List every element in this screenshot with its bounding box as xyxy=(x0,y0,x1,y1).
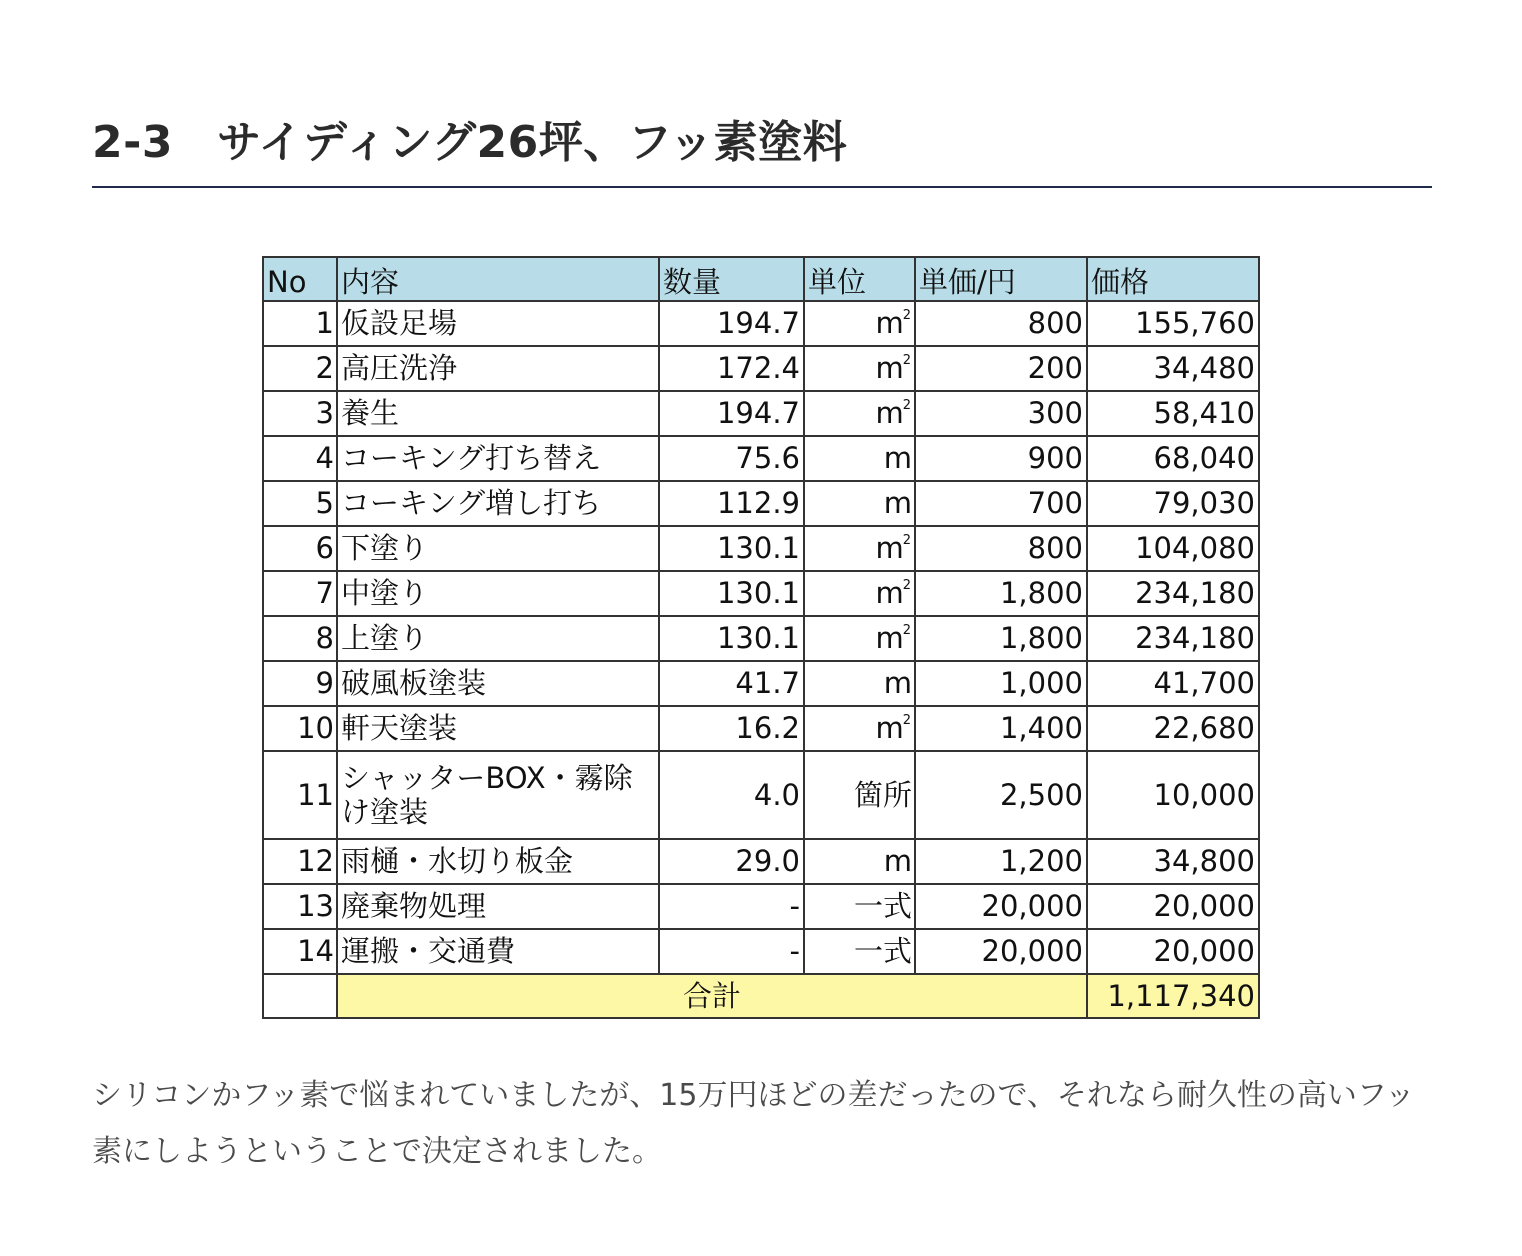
table-row xyxy=(263,571,1259,616)
row-no: 13 xyxy=(263,884,337,929)
row-item: 運搬・交通費 xyxy=(337,929,659,974)
section-number: 2-3 xyxy=(92,117,173,168)
row-item: 雨樋・水切り板金 xyxy=(337,839,659,884)
row-amount: 20,000 xyxy=(1087,929,1259,974)
table-row xyxy=(263,884,1259,929)
row-qty: 16.2 xyxy=(659,706,804,751)
unit-superscript: 2 xyxy=(902,623,911,639)
row-unit-price: 1,800 xyxy=(915,571,1087,616)
table-header-row xyxy=(263,257,1259,301)
row-item: 仮設足場 xyxy=(337,301,659,346)
unit-text: m xyxy=(875,531,904,566)
table-row xyxy=(263,616,1259,661)
unit-text: m xyxy=(875,351,904,386)
row-item: コーキング打ち替え xyxy=(337,436,659,481)
row-unit-price: 1,400 xyxy=(915,706,1087,751)
table-row xyxy=(263,391,1259,436)
row-unit xyxy=(804,346,915,391)
table-row xyxy=(263,706,1259,751)
row-no: 2 xyxy=(263,346,337,391)
row-no: 6 xyxy=(263,526,337,571)
row-unit xyxy=(804,929,915,974)
row-qty: 194.7 xyxy=(659,301,804,346)
row-amount: 22,680 xyxy=(1087,706,1259,751)
row-qty: 75.6 xyxy=(659,436,804,481)
table-row xyxy=(263,661,1259,706)
row-item: 破風板塗装 xyxy=(337,661,659,706)
row-amount: 20,000 xyxy=(1087,884,1259,929)
unit-superscript: 2 xyxy=(902,533,911,549)
header-unit-price: 単価/円 xyxy=(915,257,1087,301)
header-amount: 価格 xyxy=(1087,257,1259,301)
unit-text: 箇所 xyxy=(853,777,912,812)
row-qty: 41.7 xyxy=(659,661,804,706)
row-qty: 29.0 xyxy=(659,839,804,884)
row-no: 1 xyxy=(263,301,337,346)
row-qty: 130.1 xyxy=(659,571,804,616)
row-unit xyxy=(804,706,915,751)
estimate-table xyxy=(262,256,1260,1019)
row-unit-price: 300 xyxy=(915,391,1087,436)
table-row xyxy=(263,839,1259,884)
row-qty: 130.1 xyxy=(659,616,804,661)
row-unit xyxy=(804,751,915,839)
row-qty: 130.1 xyxy=(659,526,804,571)
unit-text: m xyxy=(875,396,904,431)
row-item: シャッターBOX・霧除け塗装 xyxy=(337,751,659,839)
table-row xyxy=(263,481,1259,526)
total-row xyxy=(263,974,1259,1018)
section-title-text: サイディング26坪、フッ素塗料 xyxy=(217,117,848,168)
row-qty: - xyxy=(659,929,804,974)
row-no: 7 xyxy=(263,571,337,616)
row-unit-price: 700 xyxy=(915,481,1087,526)
row-item: 養生 xyxy=(337,391,659,436)
row-amount: 34,480 xyxy=(1087,346,1259,391)
row-item: 中塗り xyxy=(337,571,659,616)
unit-text: 一式 xyxy=(853,934,912,969)
row-no: 3 xyxy=(263,391,337,436)
table-row xyxy=(263,436,1259,481)
unit-text: m xyxy=(883,666,912,701)
row-item: 廃棄物処理 xyxy=(337,884,659,929)
row-amount: 34,800 xyxy=(1087,839,1259,884)
row-unit xyxy=(804,839,915,884)
row-no: 11 xyxy=(263,751,337,839)
row-qty: 172.4 xyxy=(659,346,804,391)
total-value: 1,117,340 xyxy=(1087,974,1259,1018)
unit-text: 一式 xyxy=(853,889,912,924)
unit-text: m xyxy=(883,486,912,521)
row-unit xyxy=(804,301,915,346)
row-unit xyxy=(804,391,915,436)
row-unit xyxy=(804,616,915,661)
row-item: 高圧洗浄 xyxy=(337,346,659,391)
row-unit-price: 20,000 xyxy=(915,929,1087,974)
row-item: コーキング増し打ち xyxy=(337,481,659,526)
row-unit-price: 1,000 xyxy=(915,661,1087,706)
total-label: 合計 xyxy=(337,974,1087,1018)
row-qty: 4.0 xyxy=(659,751,804,839)
row-amount: 41,700 xyxy=(1087,661,1259,706)
row-unit xyxy=(804,661,915,706)
unit-superscript: 2 xyxy=(902,308,911,324)
section-heading xyxy=(92,100,1432,188)
unit-superscript: 2 xyxy=(902,353,911,369)
table-row xyxy=(263,526,1259,571)
row-unit-price: 2,500 xyxy=(915,751,1087,839)
unit-superscript: 2 xyxy=(902,578,911,594)
unit-text: m xyxy=(883,441,912,476)
row-unit-price: 1,200 xyxy=(915,839,1087,884)
row-unit xyxy=(804,481,915,526)
unit-text: m xyxy=(875,621,904,656)
row-unit-price: 1,800 xyxy=(915,616,1087,661)
body-paragraph: シリコンかフッ素で悩まれていましたが、15万円ほどの差だったので、それなら耐久性の高いフッ素にしようということで決定されました。 xyxy=(92,1078,1415,1169)
table-row xyxy=(263,346,1259,391)
row-unit-price: 20,000 xyxy=(915,884,1087,929)
row-unit-price: 800 xyxy=(915,526,1087,571)
unit-superscript: 2 xyxy=(902,713,911,729)
row-qty: - xyxy=(659,884,804,929)
header-item: 内容 xyxy=(337,257,659,301)
row-unit xyxy=(804,571,915,616)
section-title xyxy=(92,100,1432,170)
row-unit-price: 800 xyxy=(915,301,1087,346)
header-unit: 単位 xyxy=(804,257,915,301)
total-blank-cell xyxy=(263,974,337,1018)
row-no: 8 xyxy=(263,616,337,661)
row-item: 軒天塗装 xyxy=(337,706,659,751)
row-unit-price: 200 xyxy=(915,346,1087,391)
unit-text: m xyxy=(875,711,904,746)
row-unit xyxy=(804,526,915,571)
row-amount: 68,040 xyxy=(1087,436,1259,481)
row-qty: 194.7 xyxy=(659,391,804,436)
unit-text: m xyxy=(883,844,912,879)
row-item: 下塗り xyxy=(337,526,659,571)
row-amount: 58,410 xyxy=(1087,391,1259,436)
row-amount: 234,180 xyxy=(1087,616,1259,661)
row-no: 5 xyxy=(263,481,337,526)
row-amount: 10,000 xyxy=(1087,751,1259,839)
row-qty: 112.9 xyxy=(659,481,804,526)
row-amount: 234,180 xyxy=(1087,571,1259,616)
row-amount: 79,030 xyxy=(1087,481,1259,526)
table-row xyxy=(263,301,1259,346)
row-no: 14 xyxy=(263,929,337,974)
header-qty: 数量 xyxy=(659,257,804,301)
table-row xyxy=(263,929,1259,974)
unit-text: m xyxy=(875,576,904,611)
table-row xyxy=(263,751,1259,839)
row-no: 10 xyxy=(263,706,337,751)
row-unit-price: 900 xyxy=(915,436,1087,481)
row-no: 12 xyxy=(263,839,337,884)
row-item: 上塗り xyxy=(337,616,659,661)
row-unit xyxy=(804,884,915,929)
unit-text: m xyxy=(875,306,904,341)
row-unit xyxy=(804,436,915,481)
row-amount: 155,760 xyxy=(1087,301,1259,346)
row-amount: 104,080 xyxy=(1087,526,1259,571)
row-no: 9 xyxy=(263,661,337,706)
unit-superscript: 2 xyxy=(902,398,911,414)
row-no: 4 xyxy=(263,436,337,481)
header-no: No xyxy=(263,257,337,301)
